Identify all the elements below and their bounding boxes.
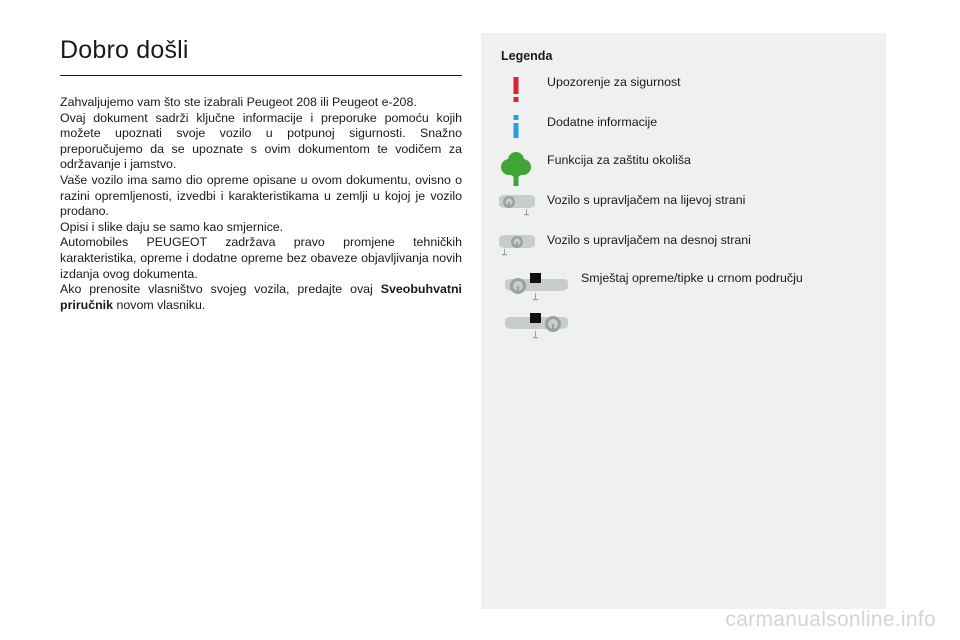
paragraph-guidance: Opisi i slike daju se samo kao smjernice. xyxy=(60,219,284,234)
legend-panel xyxy=(481,33,886,609)
info-icon xyxy=(511,115,521,144)
left-hand-drive-icon xyxy=(499,193,535,224)
intro-text xyxy=(60,95,462,313)
ownership-text-after: novom vlasniku. xyxy=(113,297,206,312)
legend-label-left-hand-drive: Vozilo s upravljačem na lijevoj strani xyxy=(547,193,746,207)
legend-label-info: Dodatne informacije xyxy=(547,115,658,129)
ownership-text-before: Ako prenosite vlasništvo svojeg vozila, predajte ovaj xyxy=(60,282,381,297)
legend-title: Legenda xyxy=(501,49,553,63)
legend-label-right-hand-drive: Vozilo s upravljačem na desnoj strani xyxy=(547,233,751,247)
handbook-name: Sveobuhvatni priručnik xyxy=(60,282,462,312)
legend-label-equipment-location: Smještaj opreme/tipke u crnom području xyxy=(581,271,803,285)
paragraph-thanks: Zahvaljujemo vam što ste izabrali Peugeot 208 ili Peugeot e-208. xyxy=(60,95,417,109)
welcome-section xyxy=(60,36,462,313)
right-hand-drive-icon xyxy=(499,233,535,264)
paragraph-equipment: Vaše vozilo ima samo dio opreme opisane u ovom dokumentu, ovisno o razini opremljenosti, izvedbi i karakteristikama u zemlji u kojoj je vozilo prodano. xyxy=(60,172,462,219)
paragraph-key-info: Ovaj dokument sadrži ključne informacije i preporuke pomoću kojih možete upoznati svoje vozilo u potpunoj sigurnosti. Snažno preporučujemo da se upoznate s ovim dokumentom te vodičem za održavanje i jamstvo. xyxy=(60,110,462,172)
legend-label-warning: Upozorenje za sigurnost xyxy=(547,75,681,89)
legend-label-eco: Funkcija za zaštitu okoliša xyxy=(547,153,691,167)
warning-exclamation-icon xyxy=(511,77,521,108)
paragraph-rights: Automobiles PEUGEOT zadržava pravo promjene tehničkih karakteristika, opreme i dodatne opreme bez obaveze objavljivanja novih izdanja ovog dokumenta. xyxy=(60,235,462,281)
watermark: carmanualsonline.info xyxy=(725,608,936,631)
eco-tree-icon xyxy=(501,151,531,192)
equipment-location-rhd-icon xyxy=(503,311,569,348)
page-title: Dobro došli xyxy=(60,36,189,64)
title-divider xyxy=(60,75,462,76)
paragraph-ownership xyxy=(60,282,462,313)
equipment-location-lhd-icon xyxy=(503,273,569,310)
